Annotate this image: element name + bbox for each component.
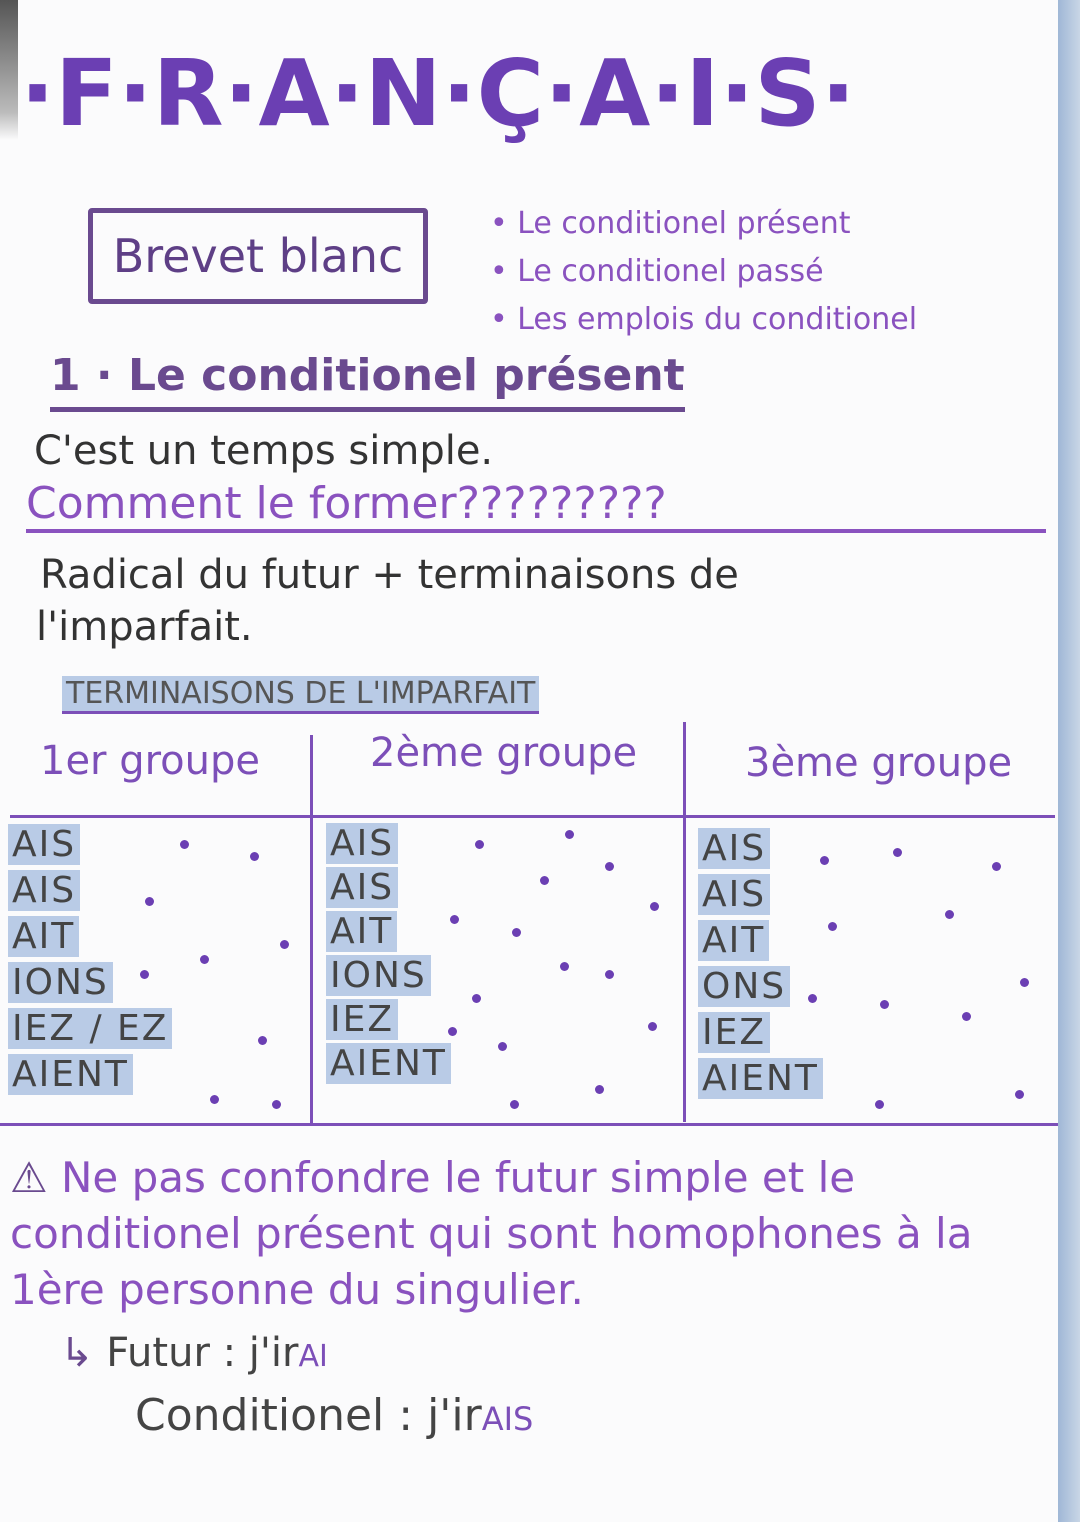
header-1er-groupe: 1er groupe bbox=[40, 738, 260, 784]
column-divider bbox=[683, 722, 686, 1122]
header-divider bbox=[10, 815, 1055, 818]
topic-item: • Le conditionel passé bbox=[490, 254, 824, 289]
column-divider bbox=[310, 735, 313, 1125]
header-3eme-groupe: 3ème groupe bbox=[745, 740, 1013, 786]
example-futur: ↳ Futur : j'irAI bbox=[60, 1330, 328, 1376]
topic-item: • Le conditionel présent bbox=[490, 206, 851, 241]
arrow-icon: ↳ bbox=[60, 1330, 94, 1376]
table-bottom-line bbox=[0, 1123, 1058, 1126]
topic-item: • Les emplois du conditionel bbox=[490, 302, 918, 337]
page-shadow bbox=[0, 0, 18, 140]
question: Comment le former????????? bbox=[26, 478, 1046, 533]
column-1er-groupe: AIS AIS AIT IONS IEZ / EZ AIENT bbox=[8, 822, 172, 1098]
blue-background-edge bbox=[1058, 0, 1080, 1522]
brevet-blanc-box: Brevet blanc bbox=[88, 208, 428, 304]
example-conditionel: Conditionel : j'irAIS bbox=[135, 1390, 534, 1441]
section-heading: 1 · Le conditionel présent bbox=[50, 350, 685, 412]
warning-note: ⚠ Ne pas confondre le futur simple et le conditionel présent qui sont homophones à la 1ère personne du singulier. bbox=[10, 1153, 973, 1314]
rule-line-2: l'imparfait. bbox=[36, 604, 253, 650]
topic-list bbox=[490, 200, 917, 344]
column-3eme-groupe: AIS AIS AIT ONS IEZ AIENT bbox=[698, 826, 823, 1102]
definition: C'est un temps simple. bbox=[34, 428, 494, 474]
header-2eme-groupe: 2ème groupe bbox=[370, 730, 638, 776]
warning-triangle-icon: ⚠ bbox=[10, 1153, 48, 1202]
column-2eme-groupe: AIS AIS AIT IONS IEZ AIENT bbox=[326, 822, 451, 1086]
table-title: TERMINAISONS DE L'IMPARFAIT bbox=[62, 676, 539, 714]
rule-line-1: Radical du futur + terminaisons de bbox=[40, 552, 739, 598]
page-title: ·F·R·A·N·Ç·A·I·S· bbox=[20, 40, 856, 147]
